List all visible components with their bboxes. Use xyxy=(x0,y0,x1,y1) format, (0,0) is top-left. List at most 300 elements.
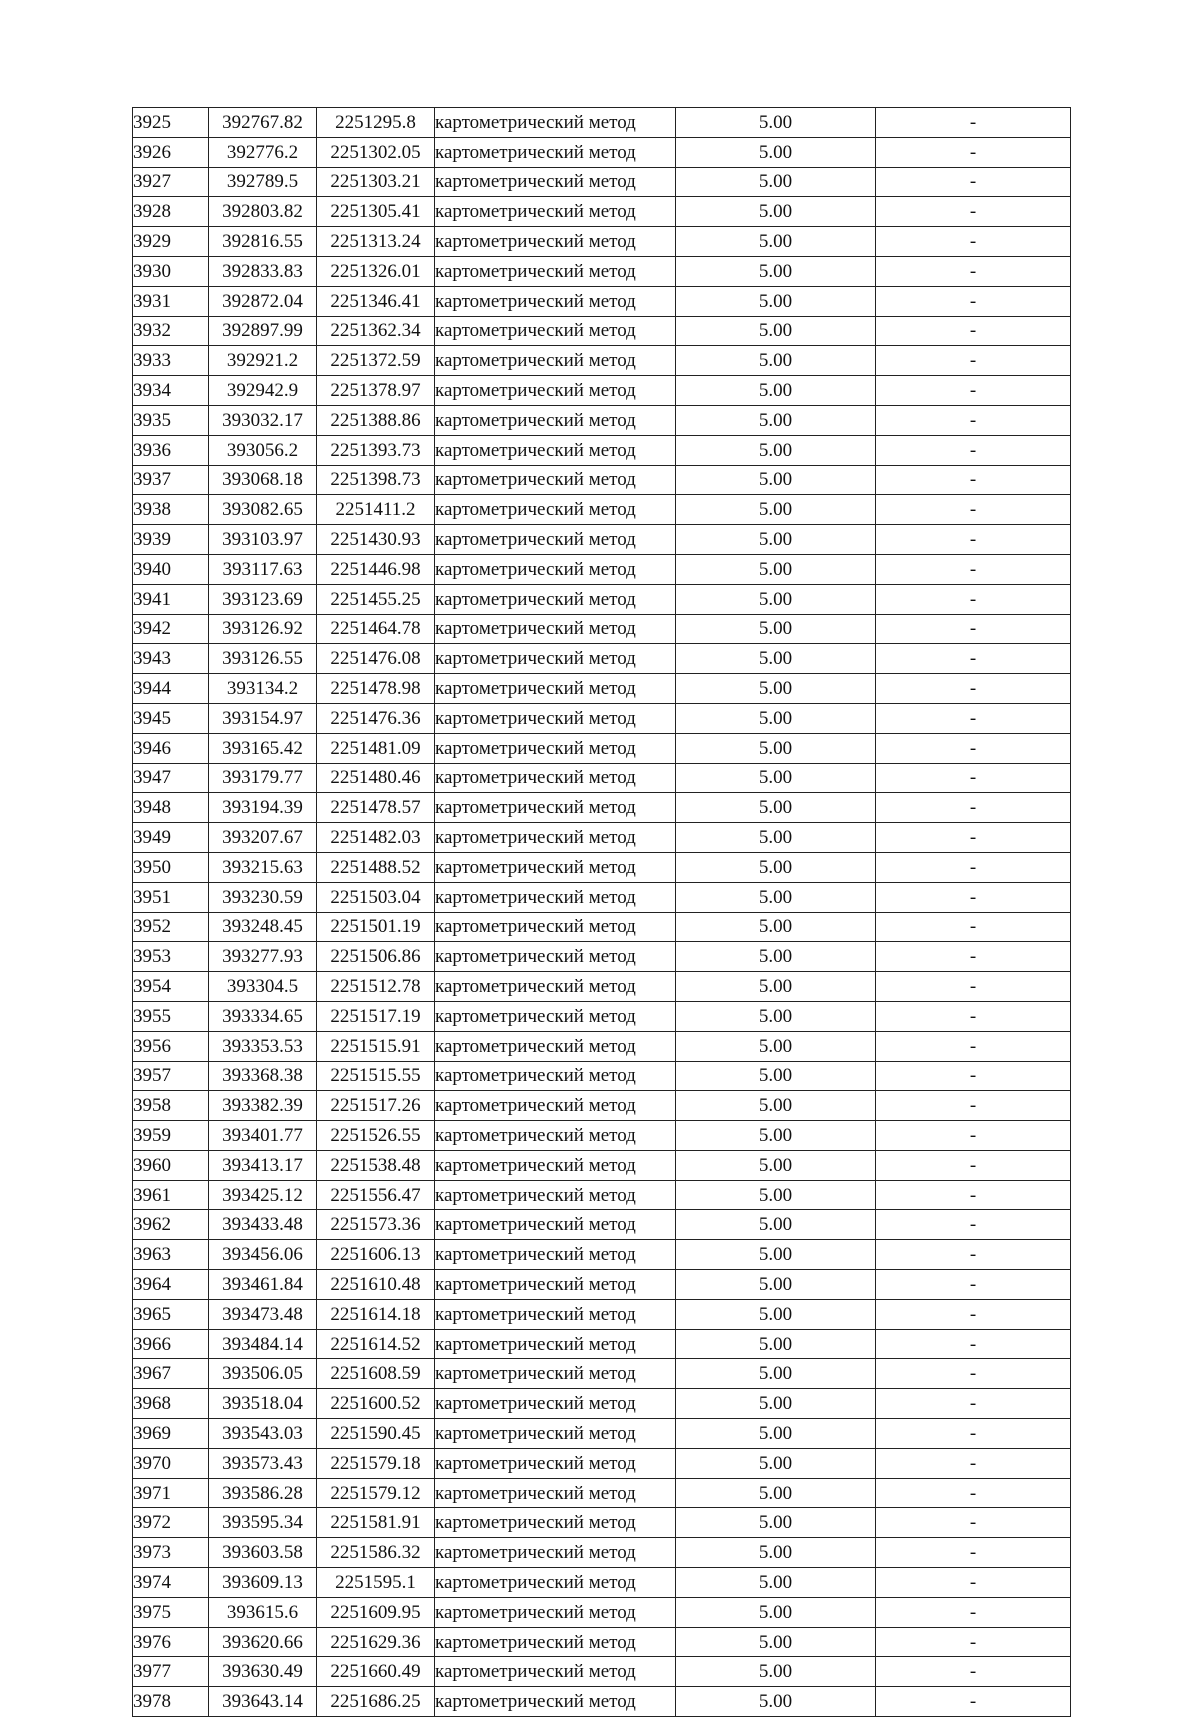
accuracy-cell: 5.00 xyxy=(676,972,876,1002)
x-coordinate-cell: 393586.28 xyxy=(209,1478,317,1508)
method-cell: картометрический метод xyxy=(435,1478,676,1508)
method-cell: картометрический метод xyxy=(435,495,676,525)
y-coordinate-cell: 2251476.36 xyxy=(317,703,435,733)
point-number-cell: 3954 xyxy=(133,972,209,1002)
table-row xyxy=(133,108,1071,138)
point-number-cell: 3941 xyxy=(133,584,209,614)
y-coordinate-cell: 2251579.12 xyxy=(317,1478,435,1508)
accuracy-cell: 5.00 xyxy=(676,1001,876,1031)
note-cell: - xyxy=(876,823,1071,853)
point-number-cell: 3955 xyxy=(133,1001,209,1031)
accuracy-cell: 5.00 xyxy=(676,1270,876,1300)
method-cell: картометрический метод xyxy=(435,376,676,406)
accuracy-cell: 5.00 xyxy=(676,1627,876,1657)
note-cell: - xyxy=(876,1627,1071,1657)
y-coordinate-cell: 2251515.55 xyxy=(317,1061,435,1091)
note-cell: - xyxy=(876,1270,1071,1300)
note-cell: - xyxy=(876,1687,1071,1717)
table-row xyxy=(133,1299,1071,1329)
x-coordinate-cell: 393179.77 xyxy=(209,763,317,793)
method-cell: картометрический метод xyxy=(435,1150,676,1180)
accuracy-cell: 5.00 xyxy=(676,1687,876,1717)
note-cell: - xyxy=(876,465,1071,495)
note-cell: - xyxy=(876,763,1071,793)
point-number-cell: 3969 xyxy=(133,1419,209,1449)
x-coordinate-cell: 392816.55 xyxy=(209,227,317,257)
point-number-cell: 3965 xyxy=(133,1299,209,1329)
table-row xyxy=(133,793,1071,823)
accuracy-cell: 5.00 xyxy=(676,554,876,584)
point-number-cell: 3974 xyxy=(133,1568,209,1598)
accuracy-cell: 5.00 xyxy=(676,1180,876,1210)
y-coordinate-cell: 2251515.91 xyxy=(317,1031,435,1061)
x-coordinate-cell: 393123.69 xyxy=(209,584,317,614)
note-cell: - xyxy=(876,793,1071,823)
note-cell: - xyxy=(876,286,1071,316)
table-row xyxy=(133,733,1071,763)
accuracy-cell: 5.00 xyxy=(676,286,876,316)
point-number-cell: 3960 xyxy=(133,1150,209,1180)
table-row xyxy=(133,316,1071,346)
accuracy-cell: 5.00 xyxy=(676,1568,876,1598)
note-cell: - xyxy=(876,1001,1071,1031)
y-coordinate-cell: 2251455.25 xyxy=(317,584,435,614)
accuracy-cell: 5.00 xyxy=(676,1240,876,1270)
method-cell: картометрический метод xyxy=(435,316,676,346)
x-coordinate-cell: 393230.59 xyxy=(209,882,317,912)
note-cell: - xyxy=(876,1478,1071,1508)
point-number-cell: 3929 xyxy=(133,227,209,257)
table-row xyxy=(133,852,1071,882)
point-number-cell: 3945 xyxy=(133,703,209,733)
table-row xyxy=(133,465,1071,495)
x-coordinate-cell: 393456.06 xyxy=(209,1240,317,1270)
x-coordinate-cell: 392942.9 xyxy=(209,376,317,406)
y-coordinate-cell: 2251512.78 xyxy=(317,972,435,1002)
point-number-cell: 3971 xyxy=(133,1478,209,1508)
y-coordinate-cell: 2251517.19 xyxy=(317,1001,435,1031)
method-cell: картометрический метод xyxy=(435,1299,676,1329)
table-row xyxy=(133,495,1071,525)
table-row xyxy=(133,1091,1071,1121)
point-number-cell: 3972 xyxy=(133,1508,209,1538)
point-number-cell: 3940 xyxy=(133,554,209,584)
note-cell: - xyxy=(876,972,1071,1002)
note-cell: - xyxy=(876,852,1071,882)
x-coordinate-cell: 393573.43 xyxy=(209,1448,317,1478)
y-coordinate-cell: 2251573.36 xyxy=(317,1210,435,1240)
method-cell: картометрический метод xyxy=(435,137,676,167)
note-cell: - xyxy=(876,674,1071,704)
note-cell: - xyxy=(876,435,1071,465)
method-cell: картометрический метод xyxy=(435,1448,676,1478)
table-row xyxy=(133,1359,1071,1389)
coordinates-table xyxy=(132,107,1071,1717)
accuracy-cell: 5.00 xyxy=(676,197,876,227)
method-cell: картометрический метод xyxy=(435,1597,676,1627)
point-number-cell: 3937 xyxy=(133,465,209,495)
table-row xyxy=(133,197,1071,227)
x-coordinate-cell: 393473.48 xyxy=(209,1299,317,1329)
point-number-cell: 3978 xyxy=(133,1687,209,1717)
x-coordinate-cell: 392872.04 xyxy=(209,286,317,316)
table-row xyxy=(133,554,1071,584)
x-coordinate-cell: 393595.34 xyxy=(209,1508,317,1538)
table-row xyxy=(133,1657,1071,1687)
accuracy-cell: 5.00 xyxy=(676,376,876,406)
table-row xyxy=(133,1180,1071,1210)
x-coordinate-cell: 393382.39 xyxy=(209,1091,317,1121)
x-coordinate-cell: 393484.14 xyxy=(209,1329,317,1359)
table-row xyxy=(133,1270,1071,1300)
y-coordinate-cell: 2251503.04 xyxy=(317,882,435,912)
method-cell: картометрический метод xyxy=(435,912,676,942)
accuracy-cell: 5.00 xyxy=(676,137,876,167)
table-row xyxy=(133,972,1071,1002)
method-cell: картометрический метод xyxy=(435,1270,676,1300)
y-coordinate-cell: 2251506.86 xyxy=(317,942,435,972)
y-coordinate-cell: 2251411.2 xyxy=(317,495,435,525)
note-cell: - xyxy=(876,1329,1071,1359)
note-cell: - xyxy=(876,1597,1071,1627)
x-coordinate-cell: 393082.65 xyxy=(209,495,317,525)
method-cell: картометрический метод xyxy=(435,197,676,227)
method-cell: картометрический метод xyxy=(435,823,676,853)
method-cell: картометрический метод xyxy=(435,435,676,465)
point-number-cell: 3926 xyxy=(133,137,209,167)
accuracy-cell: 5.00 xyxy=(676,256,876,286)
table-row xyxy=(133,1597,1071,1627)
point-number-cell: 3932 xyxy=(133,316,209,346)
method-cell: картометрический метод xyxy=(435,1031,676,1061)
note-cell: - xyxy=(876,554,1071,584)
method-cell: картометрический метод xyxy=(435,1001,676,1031)
method-cell: картометрический метод xyxy=(435,227,676,257)
accuracy-cell: 5.00 xyxy=(676,614,876,644)
point-number-cell: 3964 xyxy=(133,1270,209,1300)
table-row xyxy=(133,167,1071,197)
table-row xyxy=(133,1687,1071,1717)
x-coordinate-cell: 393304.5 xyxy=(209,972,317,1002)
point-number-cell: 3968 xyxy=(133,1389,209,1419)
point-number-cell: 3961 xyxy=(133,1180,209,1210)
accuracy-cell: 5.00 xyxy=(676,852,876,882)
y-coordinate-cell: 2251686.25 xyxy=(317,1687,435,1717)
note-cell: - xyxy=(876,376,1071,406)
table-row xyxy=(133,1568,1071,1598)
method-cell: картометрический метод xyxy=(435,108,676,138)
method-cell: картометрический метод xyxy=(435,1061,676,1091)
accuracy-cell: 5.00 xyxy=(676,912,876,942)
table-row xyxy=(133,435,1071,465)
point-number-cell: 3944 xyxy=(133,674,209,704)
point-number-cell: 3963 xyxy=(133,1240,209,1270)
method-cell: картометрический метод xyxy=(435,1657,676,1687)
accuracy-cell: 5.00 xyxy=(676,316,876,346)
method-cell: картометрический метод xyxy=(435,763,676,793)
accuracy-cell: 5.00 xyxy=(676,733,876,763)
y-coordinate-cell: 2251326.01 xyxy=(317,256,435,286)
table-row xyxy=(133,1240,1071,1270)
accuracy-cell: 5.00 xyxy=(676,1150,876,1180)
accuracy-cell: 5.00 xyxy=(676,346,876,376)
table-row xyxy=(133,256,1071,286)
table-row xyxy=(133,1150,1071,1180)
method-cell: картометрический метод xyxy=(435,584,676,614)
x-coordinate-cell: 393215.63 xyxy=(209,852,317,882)
accuracy-cell: 5.00 xyxy=(676,674,876,704)
method-cell: картометрический метод xyxy=(435,1389,676,1419)
accuracy-cell: 5.00 xyxy=(676,1329,876,1359)
y-coordinate-cell: 2251590.45 xyxy=(317,1419,435,1449)
point-number-cell: 3959 xyxy=(133,1121,209,1151)
point-number-cell: 3936 xyxy=(133,435,209,465)
point-number-cell: 3966 xyxy=(133,1329,209,1359)
x-coordinate-cell: 393518.04 xyxy=(209,1389,317,1419)
table-row xyxy=(133,525,1071,555)
method-cell: картометрический метод xyxy=(435,1091,676,1121)
table-row xyxy=(133,1389,1071,1419)
note-cell: - xyxy=(876,733,1071,763)
accuracy-cell: 5.00 xyxy=(676,1419,876,1449)
y-coordinate-cell: 2251488.52 xyxy=(317,852,435,882)
x-coordinate-cell: 392803.82 xyxy=(209,197,317,227)
x-coordinate-cell: 393425.12 xyxy=(209,1180,317,1210)
method-cell: картометрический метод xyxy=(435,405,676,435)
y-coordinate-cell: 2251302.05 xyxy=(317,137,435,167)
table-row xyxy=(133,1031,1071,1061)
method-cell: картометрический метод xyxy=(435,1329,676,1359)
accuracy-cell: 5.00 xyxy=(676,793,876,823)
y-coordinate-cell: 2251501.19 xyxy=(317,912,435,942)
point-number-cell: 3967 xyxy=(133,1359,209,1389)
table-row xyxy=(133,346,1071,376)
note-cell: - xyxy=(876,1240,1071,1270)
x-coordinate-cell: 392833.83 xyxy=(209,256,317,286)
point-number-cell: 3970 xyxy=(133,1448,209,1478)
method-cell: картометрический метод xyxy=(435,346,676,376)
note-cell: - xyxy=(876,1121,1071,1151)
y-coordinate-cell: 2251660.49 xyxy=(317,1657,435,1687)
x-coordinate-cell: 393103.97 xyxy=(209,525,317,555)
method-cell: картометрический метод xyxy=(435,614,676,644)
point-number-cell: 3962 xyxy=(133,1210,209,1240)
method-cell: картометрический метод xyxy=(435,882,676,912)
x-coordinate-cell: 393126.55 xyxy=(209,644,317,674)
point-number-cell: 3935 xyxy=(133,405,209,435)
y-coordinate-cell: 2251478.57 xyxy=(317,793,435,823)
method-cell: картометрический метод xyxy=(435,525,676,555)
table-row xyxy=(133,1448,1071,1478)
x-coordinate-cell: 393194.39 xyxy=(209,793,317,823)
point-number-cell: 3943 xyxy=(133,644,209,674)
note-cell: - xyxy=(876,1657,1071,1687)
point-number-cell: 3958 xyxy=(133,1091,209,1121)
note-cell: - xyxy=(876,137,1071,167)
y-coordinate-cell: 2251629.36 xyxy=(317,1627,435,1657)
x-coordinate-cell: 393334.65 xyxy=(209,1001,317,1031)
y-coordinate-cell: 2251526.55 xyxy=(317,1121,435,1151)
method-cell: картометрический метод xyxy=(435,1121,676,1151)
note-cell: - xyxy=(876,703,1071,733)
table-row xyxy=(133,674,1071,704)
point-number-cell: 3953 xyxy=(133,942,209,972)
point-number-cell: 3950 xyxy=(133,852,209,882)
note-cell: - xyxy=(876,316,1071,346)
table-row xyxy=(133,1001,1071,1031)
x-coordinate-cell: 393154.97 xyxy=(209,703,317,733)
method-cell: картометрический метод xyxy=(435,703,676,733)
accuracy-cell: 5.00 xyxy=(676,1210,876,1240)
x-coordinate-cell: 393353.53 xyxy=(209,1031,317,1061)
x-coordinate-cell: 393643.14 xyxy=(209,1687,317,1717)
accuracy-cell: 5.00 xyxy=(676,1299,876,1329)
y-coordinate-cell: 2251608.59 xyxy=(317,1359,435,1389)
x-coordinate-cell: 393620.66 xyxy=(209,1627,317,1657)
method-cell: картометрический метод xyxy=(435,1687,676,1717)
point-number-cell: 3946 xyxy=(133,733,209,763)
method-cell: картометрический метод xyxy=(435,465,676,495)
point-number-cell: 3927 xyxy=(133,167,209,197)
method-cell: картометрический метод xyxy=(435,852,676,882)
method-cell: картометрический метод xyxy=(435,167,676,197)
y-coordinate-cell: 2251482.03 xyxy=(317,823,435,853)
y-coordinate-cell: 2251346.41 xyxy=(317,286,435,316)
point-number-cell: 3933 xyxy=(133,346,209,376)
point-number-cell: 3939 xyxy=(133,525,209,555)
point-number-cell: 3952 xyxy=(133,912,209,942)
y-coordinate-cell: 2251430.93 xyxy=(317,525,435,555)
y-coordinate-cell: 2251313.24 xyxy=(317,227,435,257)
table-row xyxy=(133,376,1071,406)
point-number-cell: 3957 xyxy=(133,1061,209,1091)
accuracy-cell: 5.00 xyxy=(676,1121,876,1151)
x-coordinate-cell: 393630.49 xyxy=(209,1657,317,1687)
y-coordinate-cell: 2251362.34 xyxy=(317,316,435,346)
y-coordinate-cell: 2251481.09 xyxy=(317,733,435,763)
point-number-cell: 3925 xyxy=(133,108,209,138)
table-row xyxy=(133,763,1071,793)
point-number-cell: 3975 xyxy=(133,1597,209,1627)
y-coordinate-cell: 2251556.47 xyxy=(317,1180,435,1210)
method-cell: картометрический метод xyxy=(435,972,676,1002)
note-cell: - xyxy=(876,1419,1071,1449)
y-coordinate-cell: 2251614.52 xyxy=(317,1329,435,1359)
x-coordinate-cell: 393603.58 xyxy=(209,1538,317,1568)
note-cell: - xyxy=(876,1031,1071,1061)
x-coordinate-cell: 393207.67 xyxy=(209,823,317,853)
x-coordinate-cell: 392767.82 xyxy=(209,108,317,138)
note-cell: - xyxy=(876,1210,1071,1240)
point-number-cell: 3931 xyxy=(133,286,209,316)
table-row xyxy=(133,227,1071,257)
note-cell: - xyxy=(876,1299,1071,1329)
y-coordinate-cell: 2251372.59 xyxy=(317,346,435,376)
method-cell: картометрический метод xyxy=(435,1627,676,1657)
note-cell: - xyxy=(876,1061,1071,1091)
x-coordinate-cell: 392776.2 xyxy=(209,137,317,167)
y-coordinate-cell: 2251303.21 xyxy=(317,167,435,197)
accuracy-cell: 5.00 xyxy=(676,1061,876,1091)
accuracy-cell: 5.00 xyxy=(676,703,876,733)
note-cell: - xyxy=(876,405,1071,435)
table-row xyxy=(133,1419,1071,1449)
note-cell: - xyxy=(876,1180,1071,1210)
method-cell: картометрический метод xyxy=(435,1180,676,1210)
y-coordinate-cell: 2251595.1 xyxy=(317,1568,435,1598)
method-cell: картометрический метод xyxy=(435,674,676,704)
method-cell: картометрический метод xyxy=(435,1359,676,1389)
note-cell: - xyxy=(876,1150,1071,1180)
x-coordinate-cell: 393248.45 xyxy=(209,912,317,942)
method-cell: картометрический метод xyxy=(435,1538,676,1568)
table-row xyxy=(133,1210,1071,1240)
note-cell: - xyxy=(876,167,1071,197)
table-row xyxy=(133,286,1071,316)
accuracy-cell: 5.00 xyxy=(676,1478,876,1508)
method-cell: картометрический метод xyxy=(435,1419,676,1449)
y-coordinate-cell: 2251480.46 xyxy=(317,763,435,793)
point-number-cell: 3951 xyxy=(133,882,209,912)
y-coordinate-cell: 2251600.52 xyxy=(317,1389,435,1419)
method-cell: картометрический метод xyxy=(435,1568,676,1598)
note-cell: - xyxy=(876,614,1071,644)
accuracy-cell: 5.00 xyxy=(676,465,876,495)
note-cell: - xyxy=(876,1538,1071,1568)
method-cell: картометрический метод xyxy=(435,1210,676,1240)
y-coordinate-cell: 2251606.13 xyxy=(317,1240,435,1270)
table-row xyxy=(133,823,1071,853)
table-row xyxy=(133,614,1071,644)
note-cell: - xyxy=(876,525,1071,555)
method-cell: картометрический метод xyxy=(435,554,676,584)
y-coordinate-cell: 2251538.48 xyxy=(317,1150,435,1180)
note-cell: - xyxy=(876,1359,1071,1389)
x-coordinate-cell: 393134.2 xyxy=(209,674,317,704)
accuracy-cell: 5.00 xyxy=(676,823,876,853)
x-coordinate-cell: 393068.18 xyxy=(209,465,317,495)
x-coordinate-cell: 393543.03 xyxy=(209,1419,317,1449)
note-cell: - xyxy=(876,1091,1071,1121)
note-cell: - xyxy=(876,1568,1071,1598)
x-coordinate-cell: 392789.5 xyxy=(209,167,317,197)
method-cell: картометрический метод xyxy=(435,256,676,286)
accuracy-cell: 5.00 xyxy=(676,584,876,614)
y-coordinate-cell: 2251398.73 xyxy=(317,465,435,495)
y-coordinate-cell: 2251581.91 xyxy=(317,1508,435,1538)
x-coordinate-cell: 393056.2 xyxy=(209,435,317,465)
accuracy-cell: 5.00 xyxy=(676,1597,876,1627)
note-cell: - xyxy=(876,1448,1071,1478)
x-coordinate-cell: 393433.48 xyxy=(209,1210,317,1240)
x-coordinate-cell: 392897.99 xyxy=(209,316,317,346)
table-row xyxy=(133,882,1071,912)
method-cell: картометрический метод xyxy=(435,733,676,763)
point-number-cell: 3942 xyxy=(133,614,209,644)
method-cell: картометрический метод xyxy=(435,286,676,316)
accuracy-cell: 5.00 xyxy=(676,167,876,197)
accuracy-cell: 5.00 xyxy=(676,1359,876,1389)
x-coordinate-cell: 393368.38 xyxy=(209,1061,317,1091)
note-cell: - xyxy=(876,1389,1071,1419)
note-cell: - xyxy=(876,346,1071,376)
accuracy-cell: 5.00 xyxy=(676,763,876,793)
accuracy-cell: 5.00 xyxy=(676,435,876,465)
note-cell: - xyxy=(876,197,1071,227)
table-row xyxy=(133,1329,1071,1359)
table-row xyxy=(133,1061,1071,1091)
point-number-cell: 3930 xyxy=(133,256,209,286)
